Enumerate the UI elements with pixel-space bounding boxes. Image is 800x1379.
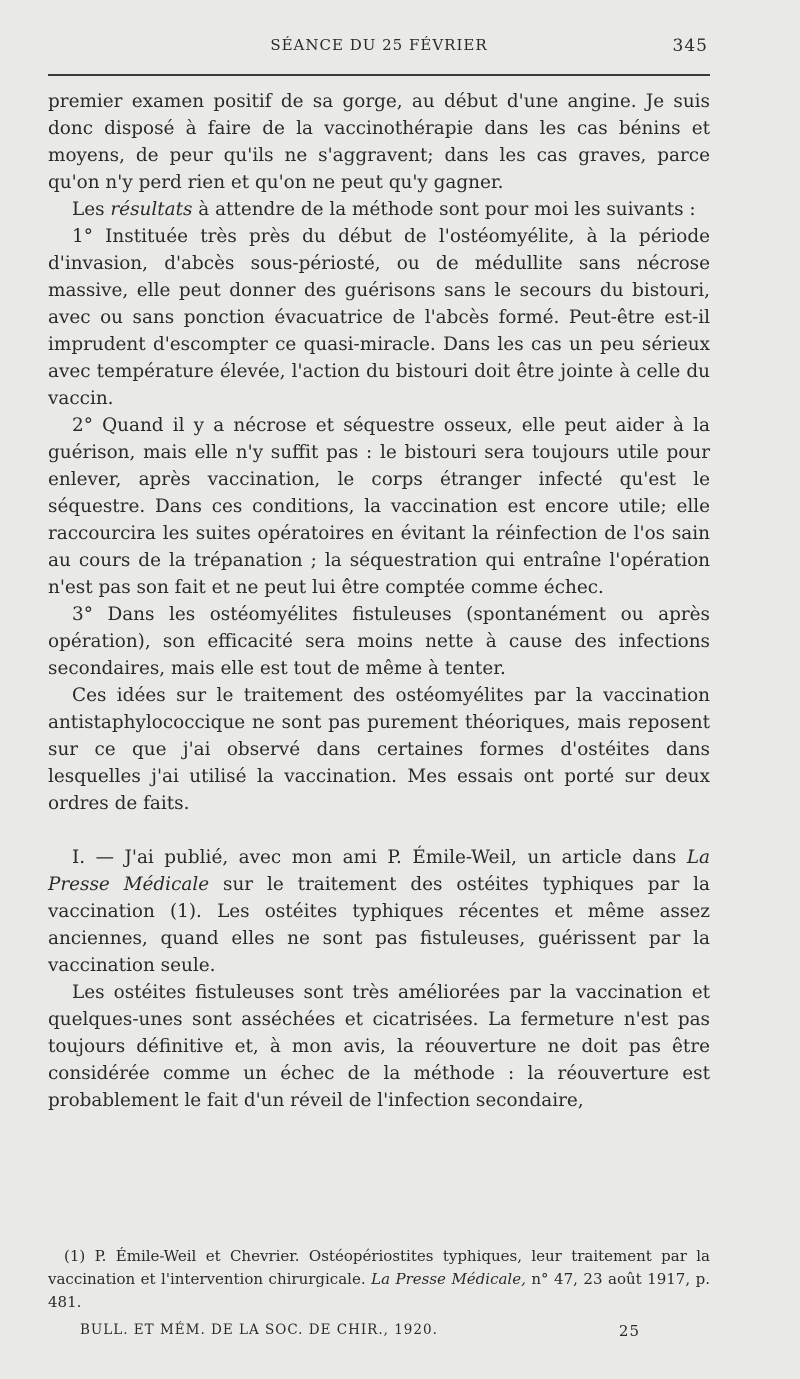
emphasis: résultats (110, 199, 193, 220)
paragraph: 2° Quand il y a nécrose et séquestre osseux, elle peut aider à la guérison, mais elle n'y suffit pas : le bistouri sera toujours utile pour enlever, après vaccination, le corps étranger infecté qu'est le séquestre. Dans ces conditions, la vaccination est encore utile; elle raccourcira les suites opératoires en évitant la réinfection de l'os sain au cours de la trépanation ; la séquestration qui entraîne l'opération n'est pas son fait et ne peut lui être comptée comme échec. (48, 415, 710, 598)
paragraph: 3° Dans les ostéomyélites fistuleuses (spontanément ou après opération), son efficacité sera moins nette à cause des infections secondaires, mais elle est tout de même à tenter. (48, 604, 710, 679)
footnote-text: (1) P. Émile-Weil et Chevrier. Ostéopériostites typhiques, leur traitement par la vaccination et l'intervention chirurgicale. La Presse Médicale, n° 47, 23 août 1917, p. 481. (48, 1247, 710, 1311)
footnote-journal: La Presse Médicale, (371, 1270, 526, 1288)
page-footer (80, 1322, 640, 1346)
running-header (48, 34, 710, 60)
paragraph: I. — J'ai publié, avec mon ami P. Émile-Weil, un article dans La Presse Médicale sur le traitement des ostéites typhiques par la vaccination (1). Les ostéites typhiques récentes et même assez anciennes, quand elles ne sont pas fistuleuses, guérissent par la vaccination seule. (48, 847, 710, 976)
footnote (48, 1245, 710, 1314)
paragraph: premier examen positif de sa gorge, au début d'une angine. Je suis donc disposé à faire de la vaccinothérapie dans les cas bénins et moyens, de peur qu'ils ne s'aggravent; dans les cas graves, parce qu'on n'y perd rien et qu'on ne peut qu'y gagner. (48, 91, 710, 193)
paragraph: 1° Instituée très près du début de l'ostéomyélite, à la période d'invasion, d'abcès sous-périosté, ou de médullite sans nécrose massive, elle peut donner des guérisons sans le secours du bistouri, avec ou sans ponction évacuatrice de l'abcès formé. Peut-être est-il imprudent d'escompter ce quasi-miracle. Dans les cas un peu sérieux avec température élevée, l'action du bistouri doit être jointe à celle du vaccin. (48, 226, 710, 409)
paragraph: Les ostéites fistuleuses sont très améliorées par la vaccination et quelques-unes sont asséchées et cicatrisées. La fermeture n'est pas toujours définitive et, à mon avis, la réouverture ne doit pas être considérée comme un échec de la méthode : la réouverture est probablement le fait d'un réveil de l'infection secondaire, (48, 982, 710, 1111)
main-text (48, 88, 710, 1114)
footer-signature: 25 (618, 1322, 640, 1340)
footer-journal: BULL. ET MÉM. DE LA SOC. DE CHIR., 1920. (80, 1322, 438, 1338)
header-rule (48, 74, 710, 76)
journal-title: La Presse Médicale (48, 847, 710, 895)
page-number: 345 (672, 36, 708, 56)
header-title: SÉANCE DU 25 FÉVRIER (270, 36, 488, 54)
paragraph: Les résultats à attendre de la méthode sont pour moi les suivants : (72, 199, 696, 220)
paragraph: Ces idées sur le traitement des ostéomyélites par la vaccination antistaphylococcique ne sont pas purement théoriques, mais reposent sur ce que j'ai observé dans certaines formes d'ostéites dans lesquelles j'ai utilisé la vaccination. Mes essais ont porté sur deux ordres de faits. (48, 685, 710, 814)
